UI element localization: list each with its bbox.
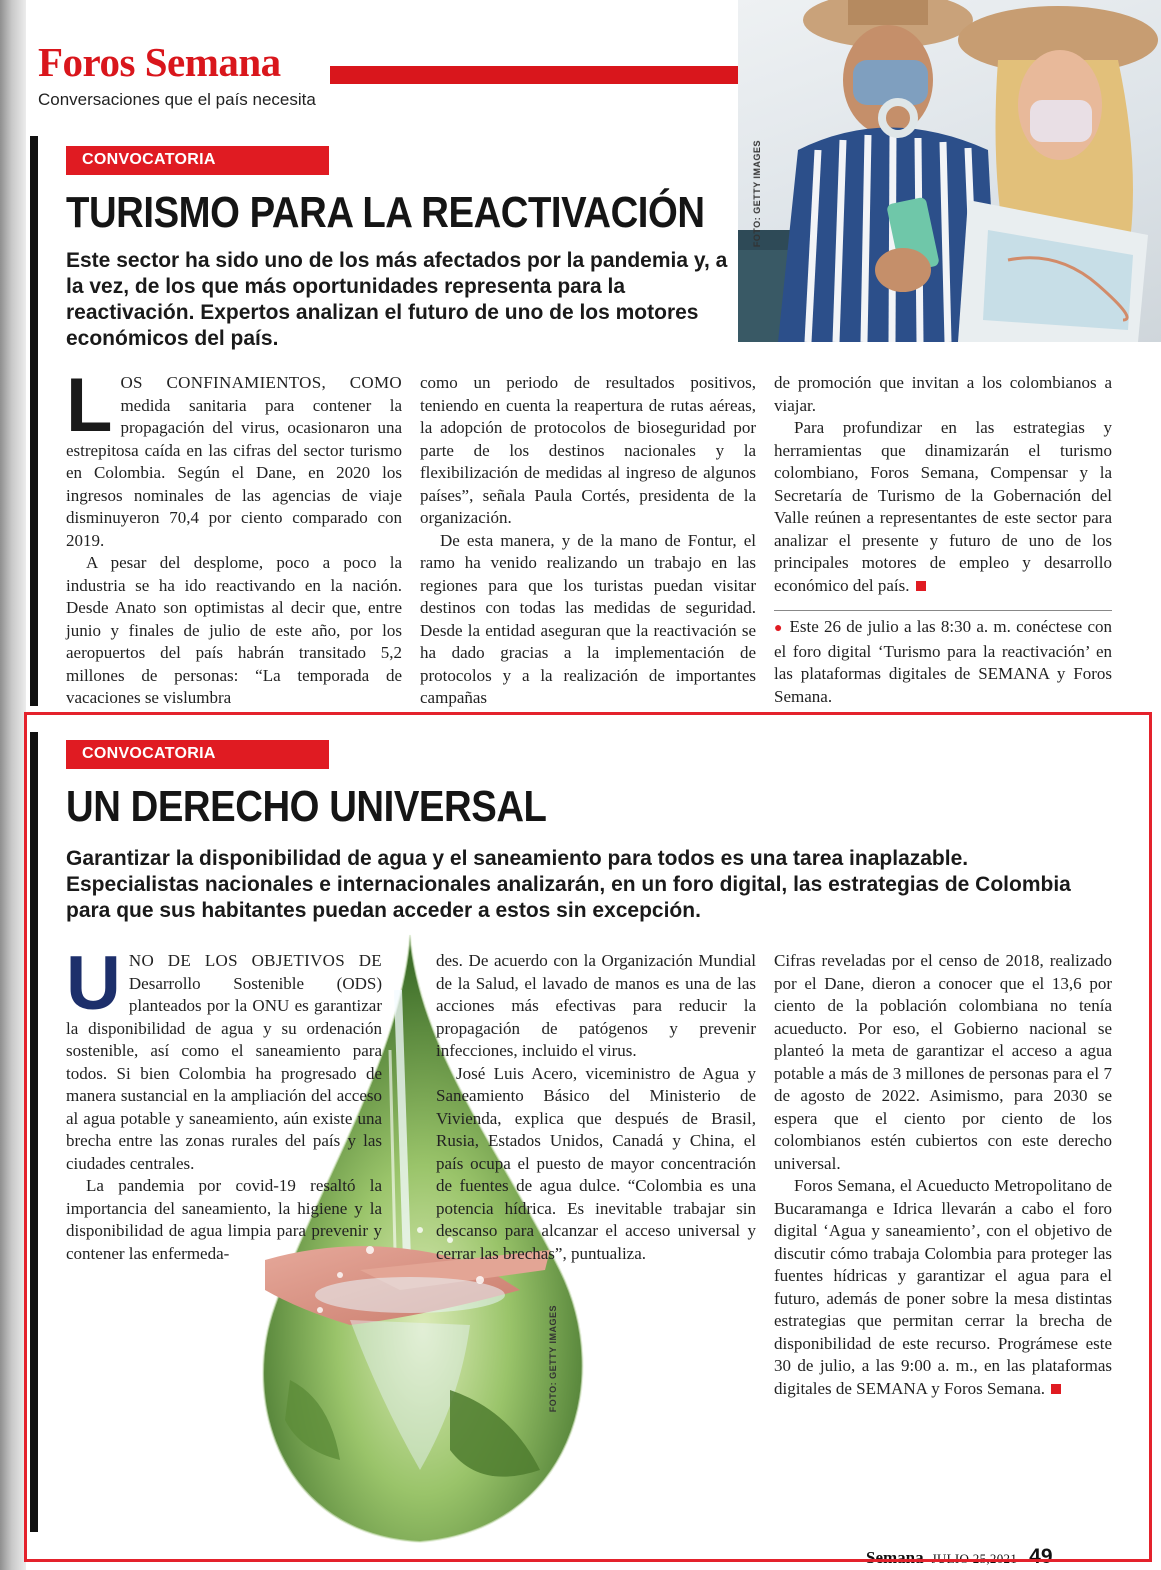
page-gutter-shadow xyxy=(0,0,26,1570)
article2-dropcap: U xyxy=(66,941,121,1026)
bullet-icon: ● xyxy=(774,621,784,636)
photo-credit-drop: FOTO: GETTY IMAGES xyxy=(548,1305,558,1413)
article1-section-label: CONVOCATORIA xyxy=(66,146,329,175)
header-red-rule xyxy=(330,66,740,84)
brand-tagline: Conversaciones que el país necesita xyxy=(38,90,316,109)
article2-section-label: CONVOCATORIA xyxy=(66,740,329,769)
article2-column-3: Cifras reveladas por el censo de 2018, realizado por el Dane, dieron a conocer que el 13,6 por ciento de la población colombiana no tenía acueducto. Por eso, el Gobierno nacional se planteó la meta de garantizar el acceso a agua potable a más de 3 millones de personas para el 7 de agosto de 2022. Asimismo, para 2030 se espera que el ciento por ciento de los colombianos estén cubiertos con este derecho universal. Foros Semana, el Acueducto Metropolitano de Bucaramanga e Idrica llevarán a cabo el foro digital ‘Agua y saneamiento’, con el objetivo de discutir cómo trabaja Colombia para proteger las fuentes hídricas y garantizar el agua para el futuro, además de poner sobre la mesa distintas estrategias que permitan cerrar la brecha de disponibilidad de este recurso. Prográmese este 30 de julio, a las 9:00 a. m., en las plataformas digitales de SEMANA y Foros Semana. xyxy=(774,951,1112,1398)
article2-headline: UN DERECHO UNIVERSAL xyxy=(66,782,547,831)
article1-event-note: ● Este 26 de julio a las 8:30 a. m. conéctese con el foro digital ‘Turismo para la reactivación’ en las plataformas digitales de SEMANA y Foros Semana. xyxy=(774,610,1112,708)
photo-credit-top: FOTO: GETTY IMAGES xyxy=(752,140,762,248)
article2-side-bar xyxy=(30,732,38,1532)
article1-deck: Este sector ha sido uno de los más afectados por la pandemia y, a la vez, de los que más oportunidades representa para la reactivación. Expertos analizan el futuro de uno de los motores económicos del país. xyxy=(66,249,728,350)
page-footer xyxy=(866,1545,1053,1569)
article2-column-2: des. De acuerdo con la Organización Mundial de la Salud, el lavado de manos es una de las acciones más efectivas para reducir la propagación de patógenos y prevenir infecciones, incluido el virus. José Luis Acero, viceministro de Agua y Saneamiento Básico del Ministerio de Vivienda, explica que después de Brasil, Rusia, Estados Unidos, Canadá y China, el país ocupa el puesto de mayor concentración de fuentes de agua dulce. “Colombia es una potencia hídrica. Es inevitable trabajar sin descanso para alcanzar el acceso universal y cerrar las brechas”, puntualiza. xyxy=(436,951,756,1263)
article1-dropcap: L xyxy=(66,363,113,448)
end-mark xyxy=(1051,1384,1061,1394)
article1-column-3: de promoción que invitan a los colombianos a viajar. Para profundizar en las estrategias y herramientas que dinamizarán el turismo colombiano, Foros Semana, Compensar y la Secretaría de Turismo de la Gobernación del Valle reúnen a representantes de este sector para analizar el presente y futuro de uno de los principales motores de empleo y desarrollo económico del país. xyxy=(774,373,1112,595)
brand-logo: Foros Semana xyxy=(38,39,281,85)
masthead xyxy=(38,39,316,110)
article1-column-2: como un periodo de resultados positivos, teniendo en cuenta la reapertura de rutas aéreas, la adopción de protocolos de bioseguridad por parte de los destinos nacionales y la flexibilización de medidas al ingreso de algunos países”, señala Paula Cortés, presidenta de la organización. De esta manera, y de la mano de Fontur, el ramo ha venido realizando un trabajo en las regiones para que los turistas puedan visitar destinos con todas las medidas de seguridad. Desde la entidad aseguran que la reactivación se ha dado gracias a la implementación de protocolos y a la realización de importantes campañas xyxy=(420,373,756,707)
article1-side-bar xyxy=(30,136,38,706)
footer-date: JULIO 25,2021 xyxy=(931,1551,1018,1566)
article1-column-1: LOS CONFINAMIENTOS, COMO medida sanitaria para contener la propagación del virus, ocasionaron una estrepitosa caída en las cifras del sector turismo en Colombia. Según el Dane, en 2020 los ingresos nominales de las agencias de viaje disminuyeron 70,4 por ciento comparado con 2019. A pesar del desplome, poco a poco la industria se ha ido reactivando en la nación. Desde Anato son optimistas al decir que, entre junio y finales de julio de este año, por los aeropuertos del país habrán transitado 5,2 millones de personas: “La temporada de vacaciones se vislumbra xyxy=(66,363,402,707)
article2-column-1: UNO DE LOS OBJETIVOS DE Desarrollo Sostenible (ODS) planteados por la ONU es garantizar la disponibilidad de agua y su ordenación sostenible, así como el saneamiento para todos. Si bien Colombia ha progresado de manera sustancial en la ampliación del acceso al agua potable y saneamiento, aún existe una brecha entre las zonas rurales del país y las ciudades centrales. La pandemia por covid-19 resaltó la importancia del saneamiento, la higiene y la disponibilidad de agua limpia para prevenir y contener las enfermeda- xyxy=(66,941,382,1263)
article2-deck: Garantizar la disponibilidad de agua y el saneamiento para todos es una tarea inaplazable. Especialistas nacionales e internacionales analizarán, en un foro digital, las estrategias de Colombia para que sus habitantes puedan acceder a estos sin excepción. xyxy=(66,847,1071,922)
end-mark xyxy=(916,581,926,591)
page-number: 49 xyxy=(1029,1545,1053,1568)
article1-headline: TURISMO PARA LA REACTIVACIÓN xyxy=(66,188,705,237)
footer-magazine: Semana xyxy=(866,1548,924,1567)
tourists-photo xyxy=(738,0,1161,342)
